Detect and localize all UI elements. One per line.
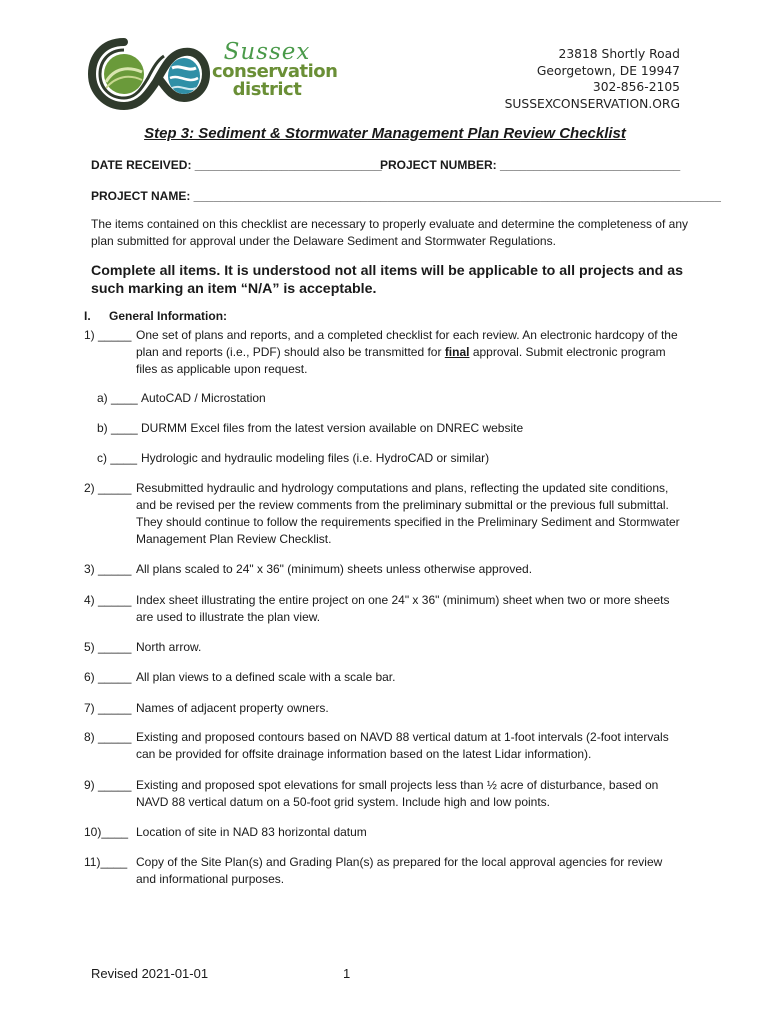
item-blank: 3) _____	[84, 562, 132, 576]
item-text: Existing and proposed spot elevations for small projects less than ½ acre of disturbance, based on NAVD 88 vertical datum on a 50-foot grid system. Include high and low points.	[136, 778, 659, 809]
item-text: Copy of the Site Plan(s) and Grading Plan(s) as prepared for the local approval agencies for review and informational purposes.	[136, 855, 663, 886]
logo-wordmark	[212, 39, 338, 100]
item-text: One set of plans and reports, and a completed checklist for each review. An electronic hardcopy of the plan and reports (i.e., PDF) should also be transmitted for final approval. Submit electronic program files as applicable upon request.	[136, 328, 678, 376]
item-text: Resubmitted hydraulic and hydrology computations and plans, reflecting the updated site conditions, and be revised per the review comments from the preliminary submittal or the previous full submittal. They should continue to follow the requirements specified in the Preliminary Sediment and Stormwater Management Plan Review Checklist.	[136, 481, 680, 546]
address-phone: 302-856-2105	[592, 80, 680, 94]
section-heading	[84, 309, 227, 323]
item-text: Names of adjacent property owners.	[136, 701, 329, 715]
item-text: Index sheet illustrating the entire project on one 24" x 36" (minimum) sheet when two or more sheets are used to illustrate the plan view.	[136, 593, 670, 624]
item-blank: 6) _____	[84, 670, 132, 684]
revision-date: Revised 2021-01-01	[91, 966, 209, 981]
item-text: All plans scaled to 24" x 36" (minimum) sheets unless otherwise approved.	[136, 562, 533, 576]
date-received-field: DATE RECEIVED: ____________________________	[91, 158, 382, 172]
intro-paragraph: The items contained on this checklist are necessary to properly evaluate and determine the completeness of any plan submitted for approval under the Delaware Sediment and Stormwater Regulations.	[91, 217, 688, 248]
logo-line-conservation: conservation	[212, 61, 338, 82]
item-text: AutoCAD / Microstation	[141, 391, 266, 405]
item-blank: c) ____	[97, 451, 138, 465]
item-blank: 10)____	[84, 825, 129, 839]
item-text: DURMM Excel files from the latest version available on DNREC website	[141, 421, 524, 435]
item-blank: a) ____	[97, 391, 138, 405]
logo-line-district: district	[232, 79, 302, 100]
item-blank: b) ____	[97, 421, 138, 435]
item-text: Hydrologic and hydraulic modeling files (i.e. HydroCAD or similar)	[141, 451, 490, 465]
complete-all-note: Complete all items. It is understood not all items will be applicable to all projects and as such marking an item “N/A” is acceptable.	[91, 263, 684, 297]
address-block	[505, 46, 680, 112]
project-name-field: PROJECT NAME: _______________________________________________________________________________	[91, 189, 721, 203]
item-blank: 9) _____	[84, 778, 132, 792]
address-website: SUSSEXCONSERVATION.ORG	[504, 96, 680, 111]
logo-script-text: Sussex	[223, 39, 311, 65]
final-emphasis: final	[444, 345, 470, 359]
item-blank: 4) _____	[84, 593, 132, 607]
item-blank: 11)____	[84, 855, 128, 869]
page-title: Step 3: Sediment & Stormwater Management Plan Review Checklist	[144, 125, 626, 142]
address-city: Georgetown, DE 19947	[536, 63, 680, 78]
address-street: 23818 Shortly Road	[558, 47, 680, 61]
item-text: All plan views to a defined scale with a scale bar.	[136, 670, 396, 684]
item-blank: 2) _____	[84, 481, 132, 495]
item-blank: 7) _____	[84, 701, 132, 715]
project-number-field: PROJECT NUMBER: ___________________________	[380, 158, 681, 172]
section-title: General Information:	[109, 309, 228, 323]
item-text: Location of site in NAD 83 horizontal datum	[136, 825, 367, 839]
item-text: North arrow.	[136, 640, 202, 654]
item-blank: 8) _____	[84, 730, 132, 744]
page-number: 1	[343, 966, 351, 981]
section-number: I.	[84, 309, 91, 323]
item-text: Existing and proposed contours based on NAVD 88 vertical datum at 1-foot intervals (2-foot intervals can be provided for offsite drainage information based on the latest Lidar information).	[136, 730, 669, 761]
item-blank: 1) _____	[84, 328, 132, 342]
infinity-landscape-icon	[88, 38, 212, 110]
item-blank: 5) _____	[84, 640, 132, 654]
